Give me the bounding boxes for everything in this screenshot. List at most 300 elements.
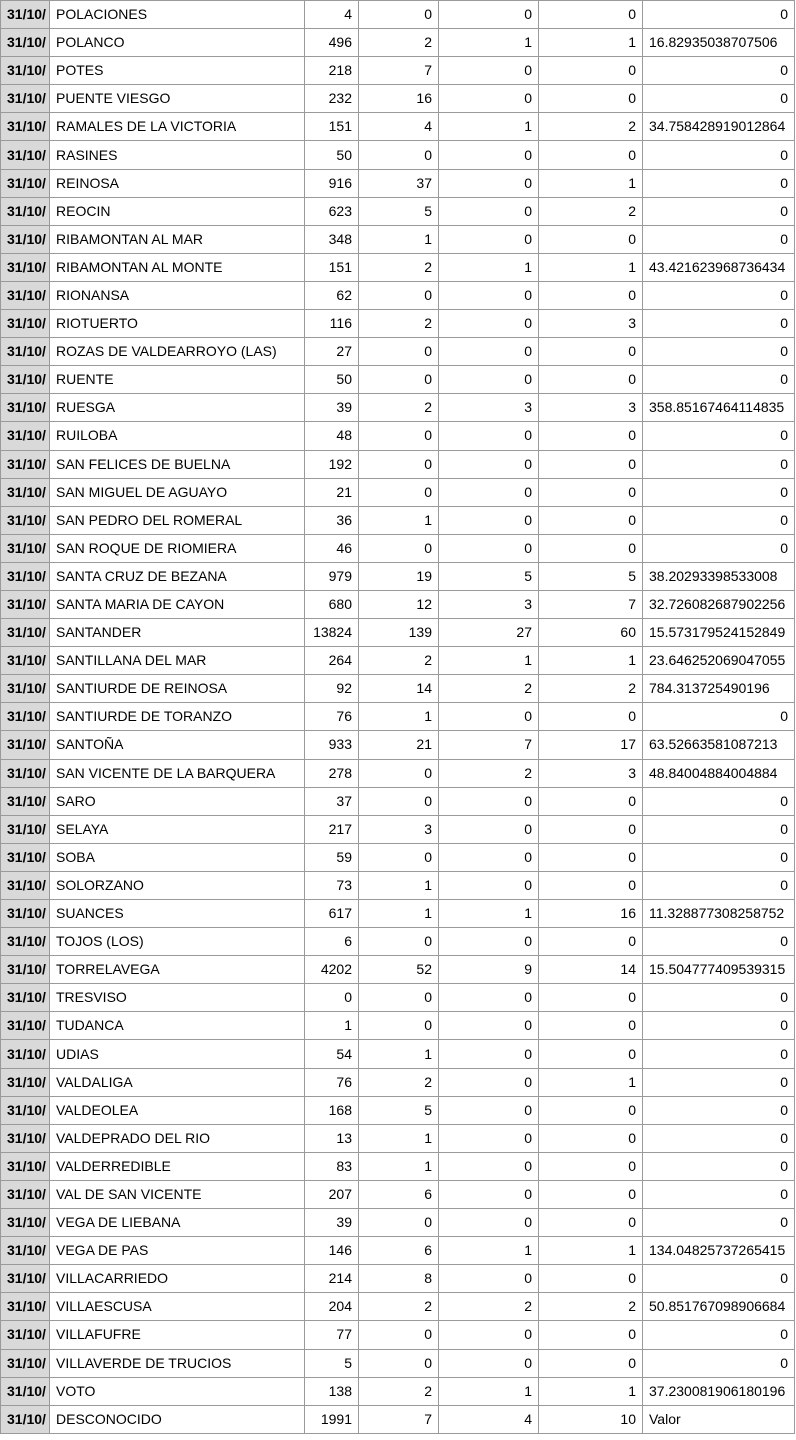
rate-cell[interactable]: 0 xyxy=(643,1068,795,1096)
municipality-cell[interactable]: UDIAS xyxy=(50,1040,305,1068)
count-cell[interactable]: 116 xyxy=(305,310,359,338)
value-cell-a[interactable]: 6 xyxy=(359,1237,439,1265)
table-row[interactable] xyxy=(1,478,795,506)
date-cell[interactable]: 31/10/ xyxy=(1,1096,50,1124)
municipality-cell[interactable]: SAN PEDRO DEL ROMERAL xyxy=(50,506,305,534)
date-cell[interactable]: 31/10/ xyxy=(1,1124,50,1152)
count-cell[interactable]: 623 xyxy=(305,197,359,225)
count-cell[interactable]: 73 xyxy=(305,871,359,899)
count-cell[interactable]: 617 xyxy=(305,900,359,928)
value-cell-a[interactable]: 1 xyxy=(359,871,439,899)
value-cell-a[interactable]: 8 xyxy=(359,1265,439,1293)
value-cell-c[interactable]: 0 xyxy=(539,478,643,506)
value-cell-a[interactable]: 0 xyxy=(359,984,439,1012)
table-row[interactable] xyxy=(1,871,795,899)
value-cell-a[interactable]: 14 xyxy=(359,675,439,703)
rate-cell[interactable]: 0 xyxy=(643,281,795,309)
table-row[interactable] xyxy=(1,338,795,366)
count-cell[interactable]: 76 xyxy=(305,703,359,731)
rate-cell[interactable]: 63.52663581087213 xyxy=(643,731,795,759)
value-cell-b[interactable]: 0 xyxy=(439,310,539,338)
rate-cell[interactable]: 15.504777409539315 xyxy=(643,956,795,984)
count-cell[interactable]: 37 xyxy=(305,787,359,815)
value-cell-c[interactable]: 0 xyxy=(539,815,643,843)
value-cell-a[interactable]: 0 xyxy=(359,759,439,787)
municipality-cell[interactable]: SANTILLANA DEL MAR xyxy=(50,647,305,675)
municipality-cell[interactable]: RUESGA xyxy=(50,394,305,422)
value-cell-c[interactable]: 0 xyxy=(539,1265,643,1293)
date-cell[interactable]: 31/10/ xyxy=(1,1012,50,1040)
value-cell-a[interactable]: 1 xyxy=(359,225,439,253)
rate-cell[interactable]: 0 xyxy=(643,1040,795,1068)
table-row[interactable] xyxy=(1,759,795,787)
value-cell-b[interactable]: 0 xyxy=(439,1209,539,1237)
value-cell-a[interactable]: 1 xyxy=(359,703,439,731)
municipality-cell[interactable]: SOBA xyxy=(50,843,305,871)
municipality-cell[interactable]: RAMALES DE LA VICTORIA xyxy=(50,113,305,141)
date-cell[interactable]: 31/10/ xyxy=(1,225,50,253)
rate-cell[interactable]: 50.851767098906684 xyxy=(643,1293,795,1321)
value-cell-b[interactable]: 1 xyxy=(439,113,539,141)
rate-cell[interactable]: 0 xyxy=(643,984,795,1012)
table-row[interactable] xyxy=(1,506,795,534)
value-cell-c[interactable]: 0 xyxy=(539,422,643,450)
rate-cell[interactable]: 0 xyxy=(643,57,795,85)
table-row[interactable] xyxy=(1,928,795,956)
table-row[interactable] xyxy=(1,1209,795,1237)
table-row[interactable] xyxy=(1,197,795,225)
rate-cell[interactable]: Valor xyxy=(643,1405,795,1433)
value-cell-c[interactable]: 1 xyxy=(539,169,643,197)
value-cell-c[interactable]: 0 xyxy=(539,928,643,956)
value-cell-c[interactable]: 0 xyxy=(539,984,643,1012)
value-cell-a[interactable]: 12 xyxy=(359,590,439,618)
table-row[interactable] xyxy=(1,787,795,815)
value-cell-a[interactable]: 0 xyxy=(359,366,439,394)
value-cell-b[interactable]: 0 xyxy=(439,534,539,562)
value-cell-a[interactable]: 0 xyxy=(359,281,439,309)
date-cell[interactable]: 31/10/ xyxy=(1,422,50,450)
municipality-cell[interactable]: TOJOS (LOS) xyxy=(50,928,305,956)
value-cell-b[interactable]: 0 xyxy=(439,843,539,871)
table-row[interactable] xyxy=(1,29,795,57)
value-cell-b[interactable]: 0 xyxy=(439,225,539,253)
date-cell[interactable]: 31/10/ xyxy=(1,1209,50,1237)
value-cell-c[interactable]: 2 xyxy=(539,113,643,141)
table-row[interactable] xyxy=(1,956,795,984)
value-cell-b[interactable]: 1 xyxy=(439,647,539,675)
value-cell-c[interactable]: 1 xyxy=(539,29,643,57)
value-cell-c[interactable]: 0 xyxy=(539,141,643,169)
municipality-cell[interactable]: TUDANCA xyxy=(50,1012,305,1040)
rate-cell[interactable]: 0 xyxy=(643,1349,795,1377)
value-cell-b[interactable]: 5 xyxy=(439,562,539,590)
value-cell-b[interactable]: 0 xyxy=(439,703,539,731)
value-cell-b[interactable]: 9 xyxy=(439,956,539,984)
date-cell[interactable]: 31/10/ xyxy=(1,366,50,394)
count-cell[interactable]: 146 xyxy=(305,1237,359,1265)
value-cell-c[interactable]: 2 xyxy=(539,675,643,703)
value-cell-a[interactable]: 19 xyxy=(359,562,439,590)
value-cell-c[interactable]: 0 xyxy=(539,506,643,534)
rate-cell[interactable]: 0 xyxy=(643,225,795,253)
municipality-cell[interactable]: SAN FELICES DE BUELNA xyxy=(50,450,305,478)
count-cell[interactable]: 50 xyxy=(305,366,359,394)
municipality-cell[interactable]: VEGA DE PAS xyxy=(50,1237,305,1265)
rate-cell[interactable]: 0 xyxy=(643,843,795,871)
date-cell[interactable]: 31/10/ xyxy=(1,871,50,899)
value-cell-a[interactable]: 0 xyxy=(359,338,439,366)
municipality-cell[interactable]: RUENTE xyxy=(50,366,305,394)
table-row[interactable] xyxy=(1,113,795,141)
count-cell[interactable]: 48 xyxy=(305,422,359,450)
municipality-cell[interactable]: VALDALIGA xyxy=(50,1068,305,1096)
table-row[interactable] xyxy=(1,1152,795,1180)
value-cell-c[interactable]: 1 xyxy=(539,253,643,281)
table-row[interactable] xyxy=(1,1293,795,1321)
value-cell-a[interactable]: 1 xyxy=(359,1040,439,1068)
value-cell-b[interactable]: 0 xyxy=(439,1349,539,1377)
municipality-cell[interactable]: RIOTUERTO xyxy=(50,310,305,338)
value-cell-b[interactable]: 0 xyxy=(439,57,539,85)
rate-cell[interactable]: 0 xyxy=(643,815,795,843)
municipality-cell[interactable]: RASINES xyxy=(50,141,305,169)
count-cell[interactable]: 76 xyxy=(305,1068,359,1096)
rate-cell[interactable]: 38.20293398533008 xyxy=(643,562,795,590)
value-cell-a[interactable]: 5 xyxy=(359,1096,439,1124)
count-cell[interactable]: 680 xyxy=(305,590,359,618)
table-row[interactable] xyxy=(1,590,795,618)
value-cell-a[interactable]: 37 xyxy=(359,169,439,197)
rate-cell[interactable]: 0 xyxy=(643,85,795,113)
rate-cell[interactable]: 0 xyxy=(643,871,795,899)
table-row[interactable] xyxy=(1,562,795,590)
municipality-cell[interactable]: POLANCO xyxy=(50,29,305,57)
table-row[interactable] xyxy=(1,366,795,394)
date-cell[interactable]: 31/10/ xyxy=(1,590,50,618)
value-cell-c[interactable]: 2 xyxy=(539,197,643,225)
value-cell-b[interactable]: 0 xyxy=(439,787,539,815)
value-cell-b[interactable]: 0 xyxy=(439,450,539,478)
value-cell-c[interactable]: 0 xyxy=(539,1209,643,1237)
value-cell-c[interactable]: 5 xyxy=(539,562,643,590)
date-cell[interactable]: 31/10/ xyxy=(1,1293,50,1321)
municipality-cell[interactable]: SANTIURDE DE TORANZO xyxy=(50,703,305,731)
value-cell-c[interactable]: 16 xyxy=(539,900,643,928)
value-cell-c[interactable]: 3 xyxy=(539,394,643,422)
value-cell-b[interactable]: 27 xyxy=(439,619,539,647)
municipality-cell[interactable]: VALDERREDIBLE xyxy=(50,1152,305,1180)
value-cell-b[interactable]: 2 xyxy=(439,1293,539,1321)
table-row[interactable] xyxy=(1,225,795,253)
municipality-cell[interactable]: VALDEPRADO DEL RIO xyxy=(50,1124,305,1152)
rate-cell[interactable]: 0 xyxy=(643,1321,795,1349)
value-cell-c[interactable]: 0 xyxy=(539,843,643,871)
value-cell-a[interactable]: 0 xyxy=(359,478,439,506)
municipality-cell[interactable]: SARO xyxy=(50,787,305,815)
count-cell[interactable]: 264 xyxy=(305,647,359,675)
value-cell-c[interactable]: 7 xyxy=(539,590,643,618)
rate-cell[interactable]: 34.758428919012864 xyxy=(643,113,795,141)
value-cell-c[interactable]: 1 xyxy=(539,1068,643,1096)
value-cell-a[interactable]: 0 xyxy=(359,787,439,815)
date-cell[interactable]: 31/10/ xyxy=(1,759,50,787)
rate-cell[interactable]: 0 xyxy=(643,366,795,394)
count-cell[interactable]: 1991 xyxy=(305,1405,359,1433)
date-cell[interactable]: 31/10/ xyxy=(1,984,50,1012)
date-cell[interactable]: 31/10/ xyxy=(1,1321,50,1349)
count-cell[interactable]: 59 xyxy=(305,843,359,871)
rate-cell[interactable]: 32.726082687902256 xyxy=(643,590,795,618)
count-cell[interactable]: 5 xyxy=(305,1349,359,1377)
count-cell[interactable]: 54 xyxy=(305,1040,359,1068)
value-cell-a[interactable]: 4 xyxy=(359,113,439,141)
value-cell-c[interactable]: 0 xyxy=(539,85,643,113)
value-cell-c[interactable]: 1 xyxy=(539,1377,643,1405)
table-row[interactable] xyxy=(1,1068,795,1096)
count-cell[interactable]: 232 xyxy=(305,85,359,113)
value-cell-c[interactable]: 14 xyxy=(539,956,643,984)
count-cell[interactable]: 214 xyxy=(305,1265,359,1293)
date-cell[interactable]: 31/10/ xyxy=(1,450,50,478)
table-row[interactable] xyxy=(1,843,795,871)
table-row[interactable] xyxy=(1,815,795,843)
table-row[interactable] xyxy=(1,984,795,1012)
value-cell-c[interactable]: 0 xyxy=(539,1321,643,1349)
value-cell-b[interactable]: 0 xyxy=(439,871,539,899)
table-row[interactable] xyxy=(1,1040,795,1068)
value-cell-a[interactable]: 0 xyxy=(359,450,439,478)
date-cell[interactable]: 31/10/ xyxy=(1,281,50,309)
table-row[interactable] xyxy=(1,1096,795,1124)
value-cell-b[interactable]: 0 xyxy=(439,1321,539,1349)
table-row[interactable] xyxy=(1,534,795,562)
date-cell[interactable]: 31/10/ xyxy=(1,85,50,113)
count-cell[interactable]: 92 xyxy=(305,675,359,703)
rate-cell[interactable]: 48.84004884004884 xyxy=(643,759,795,787)
value-cell-b[interactable]: 0 xyxy=(439,1180,539,1208)
value-cell-a[interactable]: 21 xyxy=(359,731,439,759)
date-cell[interactable]: 31/10/ xyxy=(1,1349,50,1377)
count-cell[interactable]: 151 xyxy=(305,113,359,141)
date-cell[interactable]: 31/10/ xyxy=(1,703,50,731)
count-cell[interactable]: 4 xyxy=(305,1,359,29)
value-cell-b[interactable]: 0 xyxy=(439,85,539,113)
table-row[interactable] xyxy=(1,281,795,309)
count-cell[interactable]: 496 xyxy=(305,29,359,57)
municipality-cell[interactable]: SANTIURDE DE REINOSA xyxy=(50,675,305,703)
date-cell[interactable]: 31/10/ xyxy=(1,787,50,815)
rate-cell[interactable]: 15.573179524152849 xyxy=(643,619,795,647)
municipality-cell[interactable]: VOTO xyxy=(50,1377,305,1405)
count-cell[interactable]: 933 xyxy=(305,731,359,759)
table-row[interactable] xyxy=(1,703,795,731)
table-row[interactable] xyxy=(1,731,795,759)
value-cell-b[interactable]: 0 xyxy=(439,1012,539,1040)
date-cell[interactable]: 31/10/ xyxy=(1,562,50,590)
value-cell-b[interactable]: 2 xyxy=(439,675,539,703)
table-row[interactable] xyxy=(1,647,795,675)
value-cell-b[interactable]: 0 xyxy=(439,197,539,225)
value-cell-a[interactable]: 2 xyxy=(359,310,439,338)
date-cell[interactable]: 31/10/ xyxy=(1,1265,50,1293)
value-cell-a[interactable]: 2 xyxy=(359,394,439,422)
rate-cell[interactable]: 0 xyxy=(643,506,795,534)
value-cell-b[interactable]: 3 xyxy=(439,590,539,618)
value-cell-b[interactable]: 0 xyxy=(439,1068,539,1096)
date-cell[interactable]: 31/10/ xyxy=(1,506,50,534)
rate-cell[interactable]: 0 xyxy=(643,1152,795,1180)
date-cell[interactable]: 31/10/ xyxy=(1,956,50,984)
count-cell[interactable]: 77 xyxy=(305,1321,359,1349)
table-row[interactable] xyxy=(1,619,795,647)
count-cell[interactable]: 207 xyxy=(305,1180,359,1208)
date-cell[interactable]: 31/10/ xyxy=(1,843,50,871)
date-cell[interactable]: 31/10/ xyxy=(1,928,50,956)
table-row[interactable] xyxy=(1,57,795,85)
table-row[interactable] xyxy=(1,1124,795,1152)
value-cell-b[interactable]: 0 xyxy=(439,1,539,29)
value-cell-a[interactable]: 2 xyxy=(359,1377,439,1405)
table-row[interactable] xyxy=(1,1237,795,1265)
date-cell[interactable]: 31/10/ xyxy=(1,675,50,703)
value-cell-a[interactable]: 0 xyxy=(359,422,439,450)
municipality-cell[interactable]: SAN ROQUE DE RIOMIERA xyxy=(50,534,305,562)
value-cell-b[interactable]: 0 xyxy=(439,478,539,506)
municipality-cell[interactable]: VILLACARRIEDO xyxy=(50,1265,305,1293)
value-cell-b[interactable]: 0 xyxy=(439,1265,539,1293)
value-cell-b[interactable]: 0 xyxy=(439,506,539,534)
count-cell[interactable]: 27 xyxy=(305,338,359,366)
count-cell[interactable]: 36 xyxy=(305,506,359,534)
date-cell[interactable]: 31/10/ xyxy=(1,815,50,843)
municipality-cell[interactable]: VEGA DE LIEBANA xyxy=(50,1209,305,1237)
count-cell[interactable]: 62 xyxy=(305,281,359,309)
value-cell-b[interactable]: 0 xyxy=(439,141,539,169)
value-cell-c[interactable]: 17 xyxy=(539,731,643,759)
value-cell-b[interactable]: 1 xyxy=(439,1237,539,1265)
municipality-cell[interactable]: VALDEOLEA xyxy=(50,1096,305,1124)
table-row[interactable] xyxy=(1,1180,795,1208)
value-cell-b[interactable]: 3 xyxy=(439,394,539,422)
table-row[interactable] xyxy=(1,1349,795,1377)
value-cell-a[interactable]: 0 xyxy=(359,141,439,169)
value-cell-b[interactable]: 0 xyxy=(439,815,539,843)
municipality-cell[interactable]: SAN MIGUEL DE AGUAYO xyxy=(50,478,305,506)
value-cell-c[interactable]: 0 xyxy=(539,281,643,309)
municipality-cell[interactable]: SUANCES xyxy=(50,900,305,928)
municipality-cell[interactable]: REINOSA xyxy=(50,169,305,197)
table-row[interactable] xyxy=(1,1321,795,1349)
date-cell[interactable]: 31/10/ xyxy=(1,1180,50,1208)
rate-cell[interactable]: 0 xyxy=(643,787,795,815)
value-cell-b[interactable]: 0 xyxy=(439,338,539,366)
municipality-cell[interactable]: POTES xyxy=(50,57,305,85)
municipality-cell[interactable]: RIBAMONTAN AL MONTE xyxy=(50,253,305,281)
municipality-cell[interactable]: VILLAVERDE DE TRUCIOS xyxy=(50,1349,305,1377)
date-cell[interactable]: 31/10/ xyxy=(1,1405,50,1433)
date-cell[interactable]: 31/10/ xyxy=(1,197,50,225)
municipality-cell[interactable]: SAN VICENTE DE LA BARQUERA xyxy=(50,759,305,787)
value-cell-a[interactable]: 5 xyxy=(359,197,439,225)
municipality-cell[interactable]: POLACIONES xyxy=(50,1,305,29)
count-cell[interactable]: 348 xyxy=(305,225,359,253)
table-row[interactable] xyxy=(1,450,795,478)
value-cell-a[interactable]: 0 xyxy=(359,1349,439,1377)
count-cell[interactable]: 6 xyxy=(305,928,359,956)
count-cell[interactable]: 39 xyxy=(305,394,359,422)
value-cell-a[interactable]: 3 xyxy=(359,815,439,843)
count-cell[interactable]: 46 xyxy=(305,534,359,562)
table-row[interactable] xyxy=(1,85,795,113)
value-cell-c[interactable]: 0 xyxy=(539,787,643,815)
rate-cell[interactable]: 37.230081906180196 xyxy=(643,1377,795,1405)
municipality-cell[interactable]: SANTA MARIA DE CAYON xyxy=(50,590,305,618)
value-cell-c[interactable]: 0 xyxy=(539,1349,643,1377)
date-cell[interactable]: 31/10/ xyxy=(1,478,50,506)
count-cell[interactable]: 4202 xyxy=(305,956,359,984)
municipality-cell[interactable]: RIONANSA xyxy=(50,281,305,309)
rate-cell[interactable]: 0 xyxy=(643,338,795,366)
value-cell-a[interactable]: 2 xyxy=(359,253,439,281)
value-cell-a[interactable]: 0 xyxy=(359,1209,439,1237)
rate-cell[interactable]: 43.421623968736434 xyxy=(643,253,795,281)
count-cell[interactable]: 979 xyxy=(305,562,359,590)
rate-cell[interactable]: 0 xyxy=(643,534,795,562)
rate-cell[interactable]: 0 xyxy=(643,1,795,29)
value-cell-a[interactable]: 2 xyxy=(359,1293,439,1321)
date-cell[interactable]: 31/10/ xyxy=(1,647,50,675)
value-cell-a[interactable]: 7 xyxy=(359,1405,439,1433)
rate-cell[interactable]: 0 xyxy=(643,310,795,338)
table-row[interactable] xyxy=(1,900,795,928)
count-cell[interactable]: 21 xyxy=(305,478,359,506)
value-cell-b[interactable]: 1 xyxy=(439,900,539,928)
value-cell-a[interactable]: 2 xyxy=(359,29,439,57)
table-row[interactable] xyxy=(1,141,795,169)
value-cell-b[interactable]: 0 xyxy=(439,1040,539,1068)
value-cell-a[interactable]: 0 xyxy=(359,1012,439,1040)
value-cell-c[interactable]: 0 xyxy=(539,1152,643,1180)
value-cell-a[interactable]: 52 xyxy=(359,956,439,984)
date-cell[interactable]: 31/10/ xyxy=(1,169,50,197)
value-cell-b[interactable]: 1 xyxy=(439,253,539,281)
value-cell-a[interactable]: 0 xyxy=(359,843,439,871)
count-cell[interactable]: 83 xyxy=(305,1152,359,1180)
date-cell[interactable]: 31/10/ xyxy=(1,57,50,85)
municipality-cell[interactable]: REOCIN xyxy=(50,197,305,225)
value-cell-a[interactable]: 0 xyxy=(359,534,439,562)
value-cell-a[interactable]: 0 xyxy=(359,1,439,29)
value-cell-c[interactable]: 0 xyxy=(539,1012,643,1040)
count-cell[interactable]: 218 xyxy=(305,57,359,85)
count-cell[interactable]: 168 xyxy=(305,1096,359,1124)
date-cell[interactable]: 31/10/ xyxy=(1,1237,50,1265)
value-cell-a[interactable]: 0 xyxy=(359,1321,439,1349)
table-row[interactable] xyxy=(1,310,795,338)
municipality-cell[interactable]: SELAYA xyxy=(50,815,305,843)
count-cell[interactable]: 916 xyxy=(305,169,359,197)
value-cell-b[interactable]: 0 xyxy=(439,928,539,956)
date-cell[interactable]: 31/10/ xyxy=(1,310,50,338)
value-cell-c[interactable]: 0 xyxy=(539,1040,643,1068)
value-cell-a[interactable]: 1 xyxy=(359,1124,439,1152)
table-row[interactable] xyxy=(1,1405,795,1433)
value-cell-b[interactable]: 4 xyxy=(439,1405,539,1433)
value-cell-c[interactable]: 0 xyxy=(539,1180,643,1208)
date-cell[interactable]: 31/10/ xyxy=(1,141,50,169)
date-cell[interactable]: 31/10/ xyxy=(1,1377,50,1405)
